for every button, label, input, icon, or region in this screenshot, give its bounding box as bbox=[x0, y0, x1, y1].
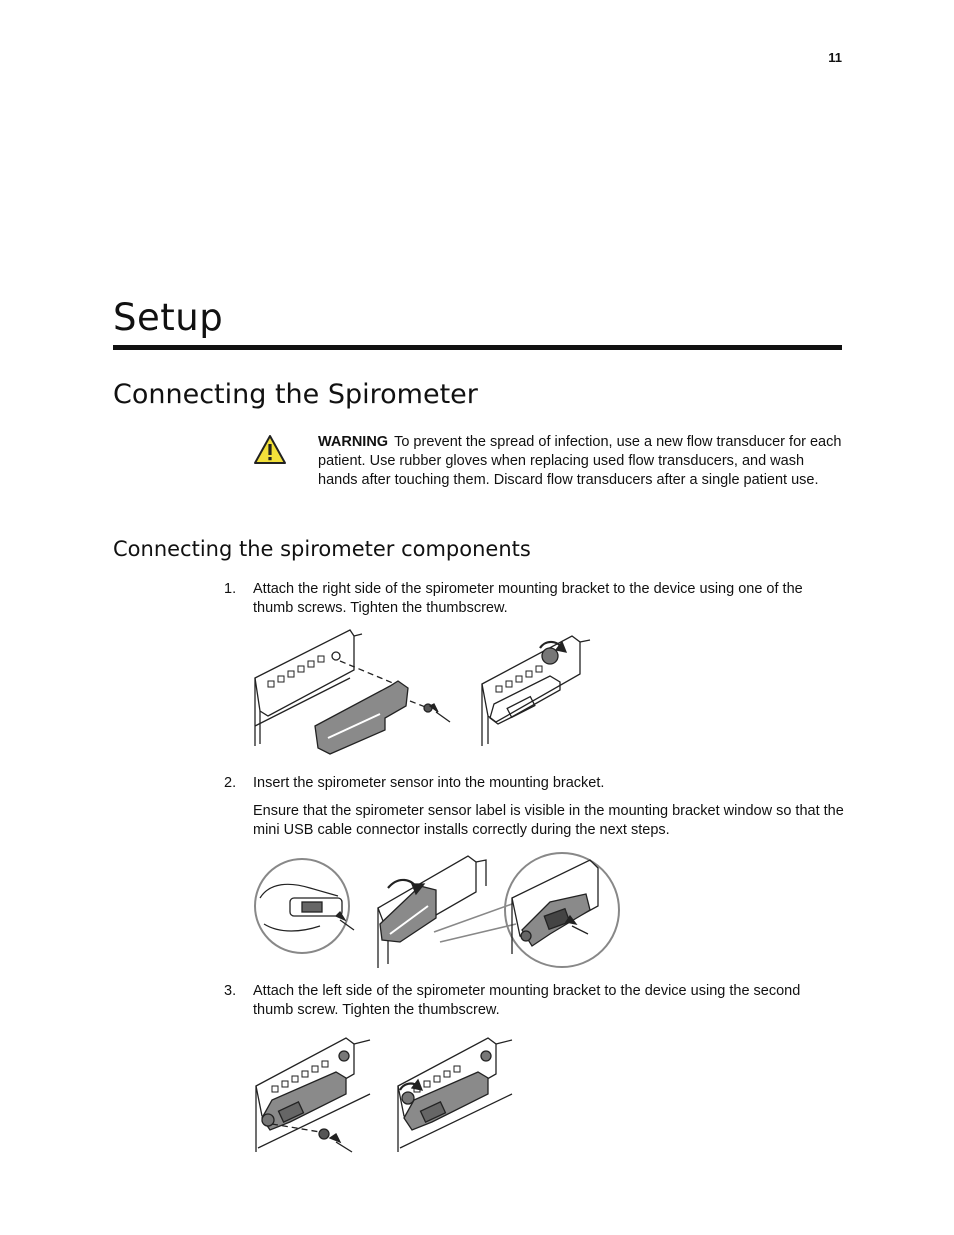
figure-step-1 bbox=[250, 626, 595, 756]
step-note: Ensure that the spirometer sensor label is visible in the mounting bracket window so that the mini USB cable connector installs correctly during the next steps. bbox=[253, 803, 844, 838]
step-text: Insert the spirometer sensor into the mounting bracket. bbox=[253, 775, 605, 791]
step-number: 1. bbox=[224, 581, 237, 597]
step-2 bbox=[224, 774, 844, 840]
section-title: Connecting the Spirometer bbox=[113, 379, 478, 410]
step-1 bbox=[224, 580, 844, 618]
warning-label: WARNING bbox=[318, 434, 389, 450]
step-text: Attach the left side of the spirometer mounting bracket to the device using the second thumb screw. Tighten the thumbscrew. bbox=[253, 983, 801, 1018]
warning-body: To prevent the spread of infection, use a new flow transducer for each patient. Use rubber gloves when replacing used flow transducers, and wash hands after touching them. Discard flow transducers after a single patient use. bbox=[318, 434, 842, 488]
chapter-rule bbox=[113, 345, 842, 350]
step-number: 2. bbox=[224, 775, 237, 791]
step-3 bbox=[224, 982, 844, 1020]
step-text: Attach the right side of the spirometer mounting bracket to the device using one of the thumb screws. Tighten the thumbscrew. bbox=[253, 581, 803, 616]
page-number: 11 bbox=[828, 50, 842, 65]
chapter-title: Setup bbox=[113, 296, 224, 339]
step-number: 3. bbox=[224, 983, 237, 999]
figure-step-2 bbox=[250, 846, 625, 972]
warning-triangle-icon bbox=[253, 434, 287, 466]
subsection-title: Connecting the spirometer components bbox=[113, 537, 531, 561]
warning-message bbox=[318, 433, 843, 490]
figure-step-3 bbox=[250, 1028, 525, 1158]
